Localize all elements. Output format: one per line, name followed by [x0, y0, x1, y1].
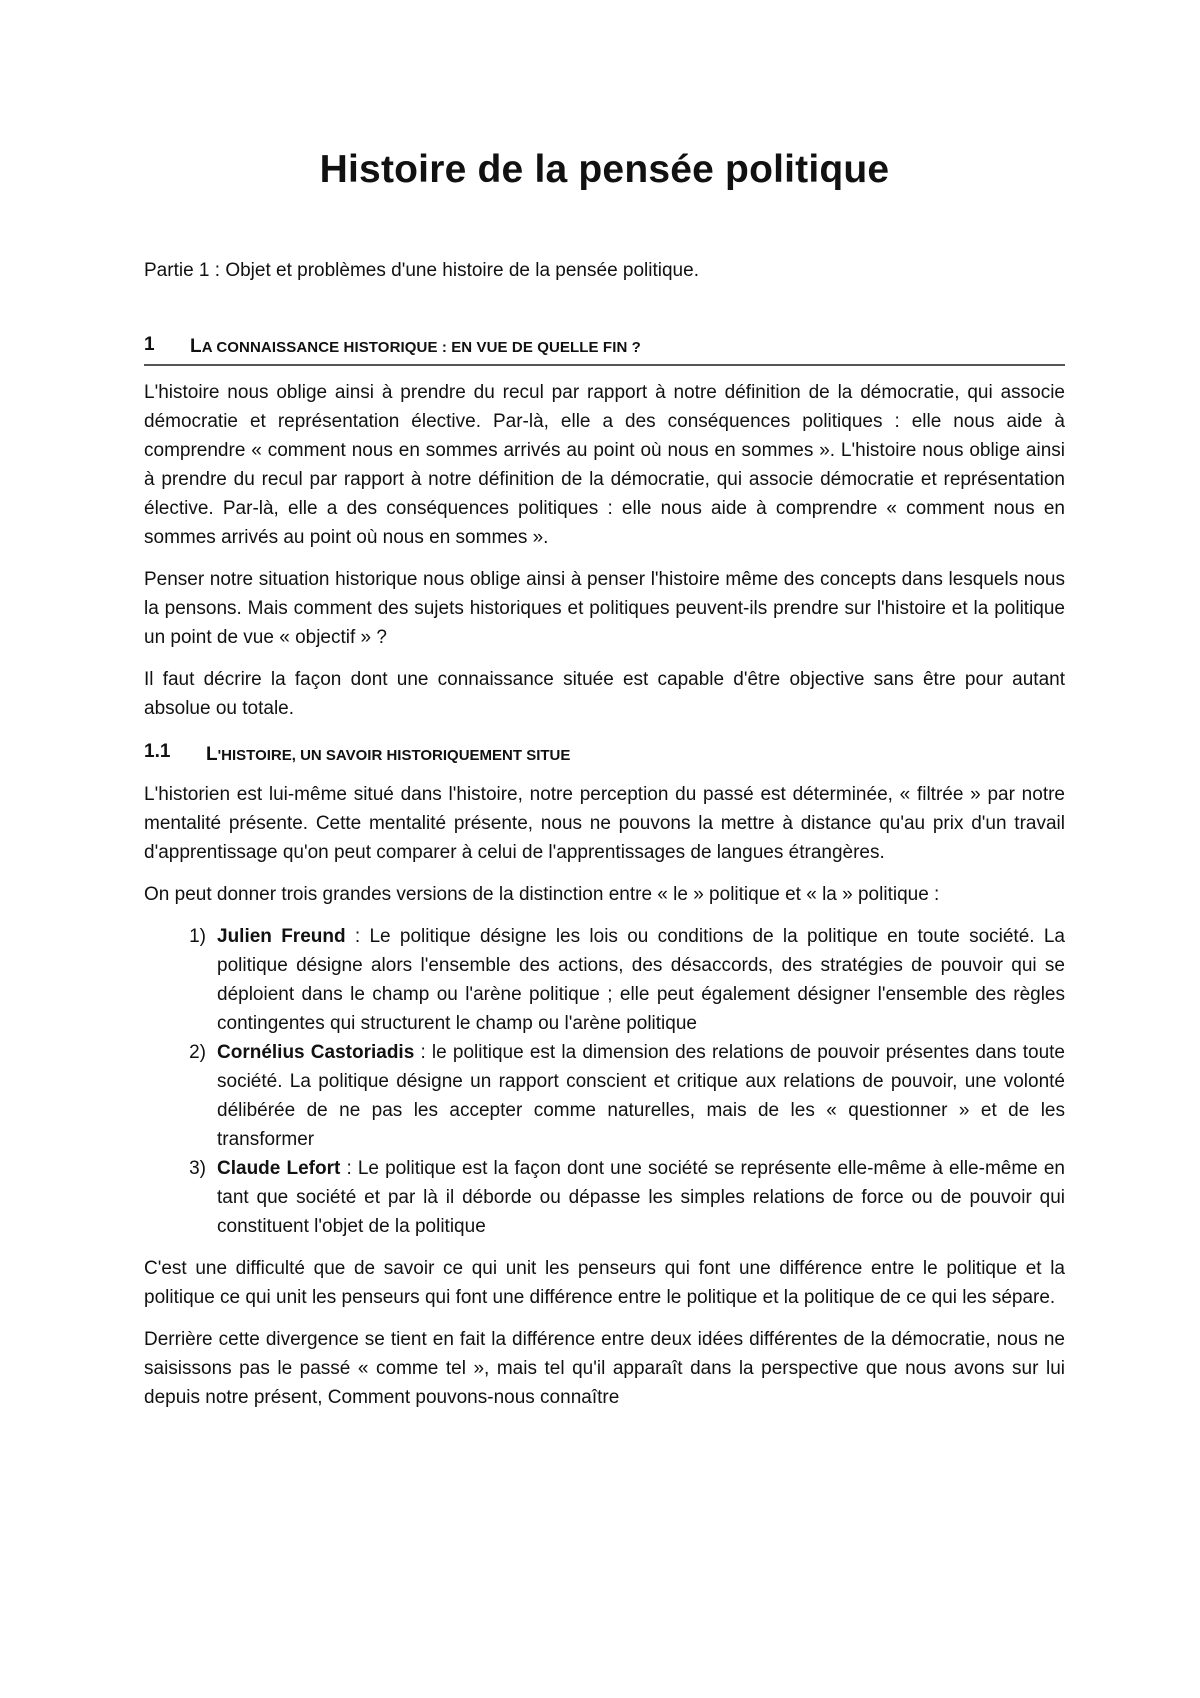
subsection-number: 1.1 — [144, 741, 171, 762]
paragraph: L'historien est lui-même situé dans l'histoire, notre perception du passé est déterminée, « filtrée » par notre mentalité présente. Cette mentalité présente, nous ne pouvons la mettre à distance qu'au prix d'un travail d'apprentissage qu'on peut comparer à celui de l'apprentissages de langues étrangères. — [144, 784, 1065, 863]
subsection-title — [206, 737, 570, 770]
body-text — [144, 378, 1065, 1425]
list-item-content — [217, 922, 1065, 1038]
list-marker: 3) — [189, 1158, 206, 1179]
list-item-content — [217, 1154, 1065, 1241]
definitions-list — [144, 922, 1065, 1241]
section-heading-1 — [144, 334, 1065, 366]
paragraph: Derrière cette divergence se tient en fait la différence entre deux idées différentes de la démocratie, nous ne saisissons pas le passé « comme tel », mais tel qu'il apparaît dans la perspective que nous avons sur lui depuis notre présent, Comment pouvons-nous connaître — [144, 1329, 1065, 1408]
section-title — [190, 334, 641, 358]
author-name: Cornélius Castoriadis — [217, 1042, 415, 1063]
subsection-title-initial: L — [206, 744, 218, 765]
list-marker: 2) — [189, 1042, 206, 1063]
author-name: Julien Freund — [217, 926, 346, 947]
paragraph: C'est une difficulté que de savoir ce qui unit les penseurs qui font une différence entre le politique et la politique ce qui unit les penseurs qui font une différence entre le politique et la politique de ce qui les sépare. — [144, 1258, 1065, 1308]
paragraph: Il faut décrire la façon dont une connaissance située est capable d'être objective sans être pour autant absolue ou totale. — [144, 669, 1065, 719]
document-title: Histoire de la pensée politique — [319, 148, 890, 191]
list-item — [144, 1154, 1065, 1241]
list-item — [144, 922, 1065, 1038]
paragraph: Penser notre situation historique nous oblige ainsi à penser l'histoire même des concepts dans lesquels nous la pensons. Mais comment des sujets historiques et politiques peuvent-ils prendre sur l'histoire et la politique un point de vue « objectif » ? — [144, 569, 1065, 648]
author-name: Claude Lefort — [217, 1158, 341, 1179]
list-item-content — [217, 1038, 1065, 1154]
subsection-heading-1-1 — [144, 737, 1065, 770]
paragraph: On peut donner trois grandes versions de la distinction entre « le » politique et « la » politique : — [144, 884, 940, 905]
definition-text: : Le politique désigne les lois ou conditions de la politique en toute société. La politique désigne alors l'ensemble des actions, des désaccords, des stratégies de pouvoir qui se déploient dans le champ ou l'arène politique ; elle peut également désigner l'ensemble des règles contingentes qui structurent le champ ou l'arène politique — [217, 926, 1065, 1034]
subsection-title-rest: 'HISTOIRE, UN SAVOIR HISTORIQUEMENT SITUE — [217, 747, 571, 764]
section-title-initial: L — [190, 336, 202, 357]
list-marker: 1) — [189, 926, 206, 947]
definition-text: : Le politique est la façon dont une société se représente elle-même à elle-même en tant que société et par là il déborde ou dépasse les simples relations de force ou de pouvoir qui constituent l'objet de la politique — [217, 1158, 1065, 1237]
section-title-rest: A CONNAISSANCE HISTORIQUE : EN VUE DE QUELLE FIN ? — [201, 339, 641, 356]
section-number: 1 — [144, 334, 155, 355]
list-item — [144, 1038, 1065, 1154]
paragraph: L'histoire nous oblige ainsi à prendre du recul par rapport à notre définition de la démocratie, qui associe démocratie et représentation élective. Par-là, elle a des conséquences politiques : elle nous aide à comprendre « comment nous en sommes arrivés au point où nous en sommes ». L'histoire nous oblige ainsi à prendre du recul par rapport à notre définition de la démocratie, qui associe démocratie et représentation élective. Par-là, elle a des conséquences politiques : elle nous aide à comprendre « comment nous en sommes arrivés au point où nous en sommes ». — [144, 382, 1065, 548]
part-heading: Partie 1 : Objet et problèmes d'une histoire de la pensée politique. — [144, 260, 699, 281]
definition-text: : le politique est la dimension des relations de pouvoir présentes dans toute société. La politique désigne un rapport conscient et critique aux relations de pouvoir, une volonté délibérée de ne pas les accepter comme naturelles, mais de les « questionner » et de les transformer — [217, 1042, 1065, 1150]
